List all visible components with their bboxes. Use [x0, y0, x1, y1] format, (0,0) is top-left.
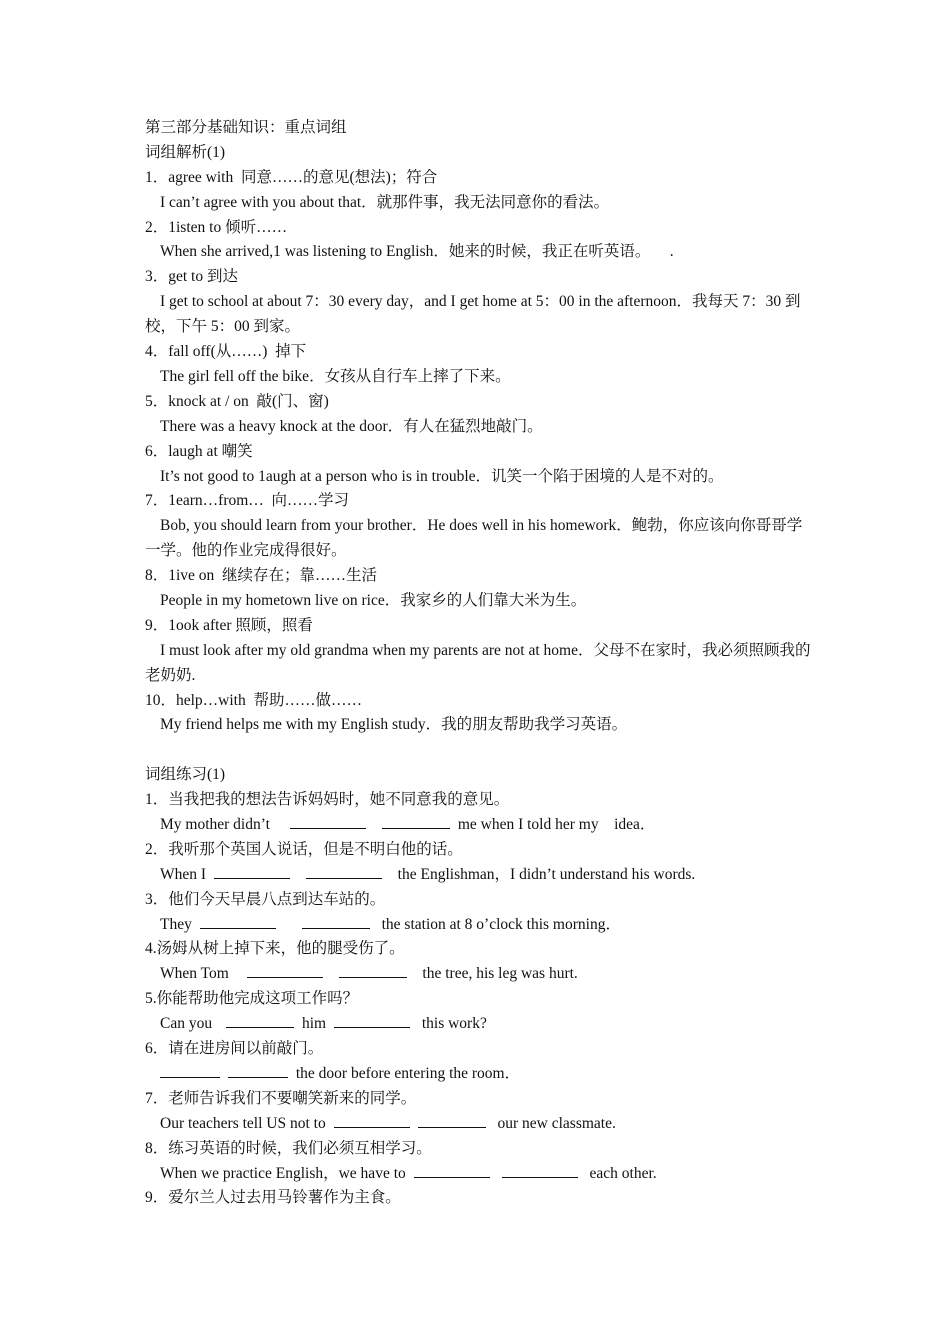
exercise-sentence	[145, 863, 815, 888]
phrase-head: 6．laugh at 嘲笑	[145, 442, 253, 460]
exercise-prompt: 8．练习英语的时候，我们必须互相学习。	[145, 1139, 432, 1157]
exercise-prompt: 6．请在进房间以前敲门。	[145, 1040, 324, 1058]
document-page	[145, 116, 815, 1211]
sentence-text: him	[301, 1015, 327, 1033]
answer-blank[interactable]	[228, 1063, 288, 1078]
answer-blank[interactable]	[339, 963, 407, 978]
sentence-text: the door before entering the room．	[295, 1064, 521, 1082]
sentence-text: this work?	[421, 1015, 487, 1033]
answer-blank[interactable]	[414, 1163, 490, 1178]
practice-title: 词组练习(1)	[145, 766, 226, 784]
exercise-prompt: 4.汤姆从树上掉下来，他的腿受伤了。	[145, 940, 405, 958]
phrase-example: It’s not good to 1augh at a person who is in trouble．讥笑一个陷于困境的人是不对的。	[160, 467, 724, 485]
answer-blank[interactable]	[334, 1113, 410, 1128]
phrase-example: I get to school at about 7：30 every day，and I get home at 5：00 in the afternoon．我每天 7：30 到校，下午 5：00 到家。	[145, 293, 801, 336]
sentence-text: our new classmate.	[497, 1114, 616, 1132]
exercise-sentence	[145, 1062, 815, 1087]
phrase-head: 3．get to 到达	[145, 268, 238, 286]
sentence-text: Can you	[160, 1015, 213, 1033]
sentence-text: Our teachers tell US not to	[160, 1114, 326, 1132]
spacer	[145, 738, 815, 763]
phrase-example: There was a heavy knock at the door．有人在猛烈地敲门。	[160, 417, 543, 435]
exercise-prompt: 5.你能帮助他完成这项工作吗？	[145, 990, 359, 1008]
exercise-sentence	[145, 813, 815, 838]
sentence-text: When we practice English，we have to	[160, 1164, 406, 1182]
section-title: 第三部分基础知识：重点词组	[145, 119, 347, 136]
phrase-example: Bob, you should learn from your brother．He does well in his homework．鲍勃，你应该向你哥哥学一学。他的作业完成得很好。	[145, 517, 803, 560]
exercise-sentence	[145, 1112, 815, 1137]
answer-blank[interactable]	[247, 963, 323, 978]
phrase-head: 2．1isten to 倾听……	[145, 218, 288, 236]
exercise-prompt: 3．他们今天早晨八点到达车站的。	[145, 890, 386, 908]
sentence-text: the station at 8 o’clock this morning．	[381, 915, 621, 933]
exercise-prompt: 9．爱尔兰人过去用马铃薯作为主食。	[145, 1189, 401, 1207]
exercise-prompt: 7．老师告诉我们不要嘲笑新来的同学。	[145, 1089, 417, 1107]
sentence-text: the Englishman，I didn’t understand his words.	[397, 865, 696, 883]
phrase-example: People in my hometown live on rice．我家乡的人们靠大米为生。	[160, 591, 587, 609]
answer-blank[interactable]	[306, 864, 382, 879]
answer-blank[interactable]	[334, 1013, 410, 1028]
phrase-head: 9．1ook after 照顾，照看	[145, 616, 313, 634]
sentence-text: They	[160, 915, 192, 933]
phrase-example: My friend helps me with my English study．我的朋友帮助我学习英语。	[160, 716, 628, 734]
phrase-head: 7．1earn…from… 向……学习	[145, 492, 350, 510]
exercise-prompt: 1．当我把我的想法告诉妈妈时，她不同意我的意见。	[145, 791, 510, 809]
sentence-text: each other.	[589, 1164, 657, 1182]
phrase-head: 5．knock at / on 敲(门、窗)	[145, 392, 329, 410]
sentence-text: the tree, his leg was hurt.	[422, 965, 578, 983]
answer-blank[interactable]	[290, 814, 366, 829]
phrase-example: I must look after my old grandma when my parents are not at home．父母不在家时，我必须照顾我的老奶奶.	[145, 641, 811, 684]
exercise-sentence	[145, 1162, 815, 1187]
phrase-head: 8．1ive on 继续存在；靠……生活	[145, 567, 378, 585]
answer-blank[interactable]	[418, 1113, 486, 1128]
exercise-sentence	[145, 962, 815, 987]
answer-blank[interactable]	[226, 1013, 294, 1028]
exercise-sentence	[145, 1012, 815, 1037]
exercise-sentence	[145, 913, 815, 938]
phrase-example: The girl fell off the bike．女孩从自行车上摔了下来。	[160, 367, 511, 385]
exercise-prompt: 2．我听那个英国人说话，但是不明白他的话。	[145, 840, 463, 858]
sentence-text: When Tom	[160, 965, 229, 983]
analysis-title: 词组解析(1)	[145, 143, 226, 161]
phrase-head: 4．fall off(从……) 掉下	[145, 343, 307, 361]
answer-blank[interactable]	[502, 1163, 578, 1178]
sentence-text: My mother didn’t	[160, 816, 270, 834]
answer-blank[interactable]	[160, 1063, 220, 1078]
phrase-list	[145, 166, 815, 739]
sentence-text: When I	[160, 865, 207, 883]
phrase-example: When she arrived,1 was listening to English．她来的时候，我正在听英语。 .	[160, 243, 674, 261]
answer-blank[interactable]	[302, 914, 370, 929]
answer-blank[interactable]	[382, 814, 450, 829]
exercise-list	[145, 788, 815, 1211]
phrase-example: I can’t agree with you about that．就那件事，我无法同意你的看法。	[160, 193, 610, 211]
sentence-text: me when I told her my idea．	[457, 816, 656, 834]
phrase-head: 1．agree with 同意……的意见(想法)；符合	[145, 168, 438, 186]
answer-blank[interactable]	[214, 864, 290, 879]
phrase-head: 10．help…with 帮助……做……	[145, 691, 362, 709]
answer-blank[interactable]	[200, 914, 276, 929]
